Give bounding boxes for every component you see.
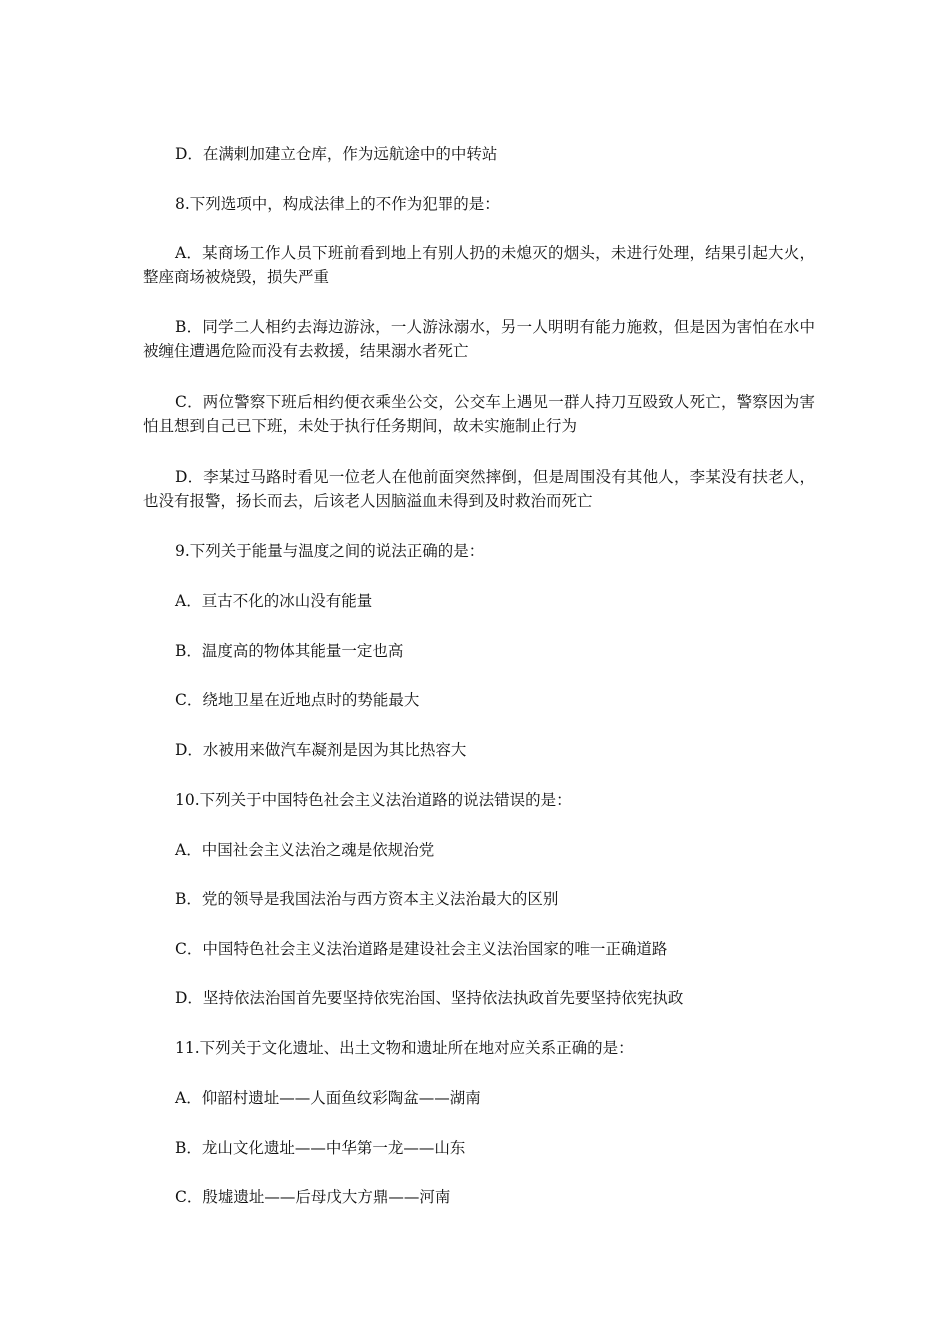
option-11b: B．龙山文化遗址——中华第一龙——山东 — [175, 1139, 466, 1157]
option-11a: A．仰韶村遗址——人面鱼纹彩陶盆——湖南 — [175, 1089, 481, 1107]
option-10c: C．中国特色社会主义法治道路是建设社会主义法治国家的唯一正确道路 — [175, 940, 668, 958]
question-9: 9.下列关于能量与温度之间的说法正确的是： — [175, 542, 485, 560]
question-10: 10.下列关于中国特色社会主义法治道路的说法错误的是： — [175, 791, 572, 809]
option-11c: C．殷墟遗址——后母戊大方鼎——河南 — [175, 1188, 451, 1206]
option-9a: A．亘古不化的冰山没有能量 — [175, 592, 373, 610]
question-8: 8.下列选项中，构成法律上的不作为犯罪的是： — [175, 195, 500, 213]
option-8a: A．某商场工作人员下班前看到地上有别人扔的未熄灭的烟头，未进行处理，结果引起大火，整座商场被烧毁，损失严重 — [143, 244, 815, 286]
option-9c: C．绕地卫星在近地点时的势能最大 — [175, 691, 420, 709]
option-7d: D．在满剌加建立仓库，作为远航途中的中转站 — [175, 145, 498, 163]
option-10b: B．党的领导是我国法治与西方资本主义法治最大的区别 — [175, 890, 559, 908]
option-10a: A．中国社会主义法治之魂是依规治党 — [175, 841, 435, 859]
option-9b: B．温度高的物体其能量一定也高 — [175, 642, 404, 660]
option-8b: B．同学二人相约去海边游泳，一人游泳溺水，另一人明明有能力施救，但是因为害怕在水中被缠住遭遇危险而没有去救援，结果溺水者死亡 — [143, 318, 815, 360]
option-10d: D．坚持依法治国首先要坚持依宪治国、坚持依法执政首先要坚持依宪执政 — [175, 989, 684, 1007]
question-11: 11.下列关于文化遗址、出土文物和遗址所在地对应关系正确的是： — [175, 1039, 634, 1057]
option-8d: D．李某过马路时看见一位老人在他前面突然摔倒，但是周围没有其他人，李某没有扶老人，也没有报警，扬长而去，后该老人因脑溢血未得到及时救治而死亡 — [143, 468, 815, 510]
option-8c: C．两位警察下班后相约便衣乘坐公交，公交车上遇见一群人持刀互殴致人死亡，警察因为害怕且想到自己已下班，未处于执行任务期间，故未实施制止行为 — [143, 393, 815, 435]
option-9d: D．水被用来做汽车凝剂是因为其比热容大 — [175, 741, 467, 759]
